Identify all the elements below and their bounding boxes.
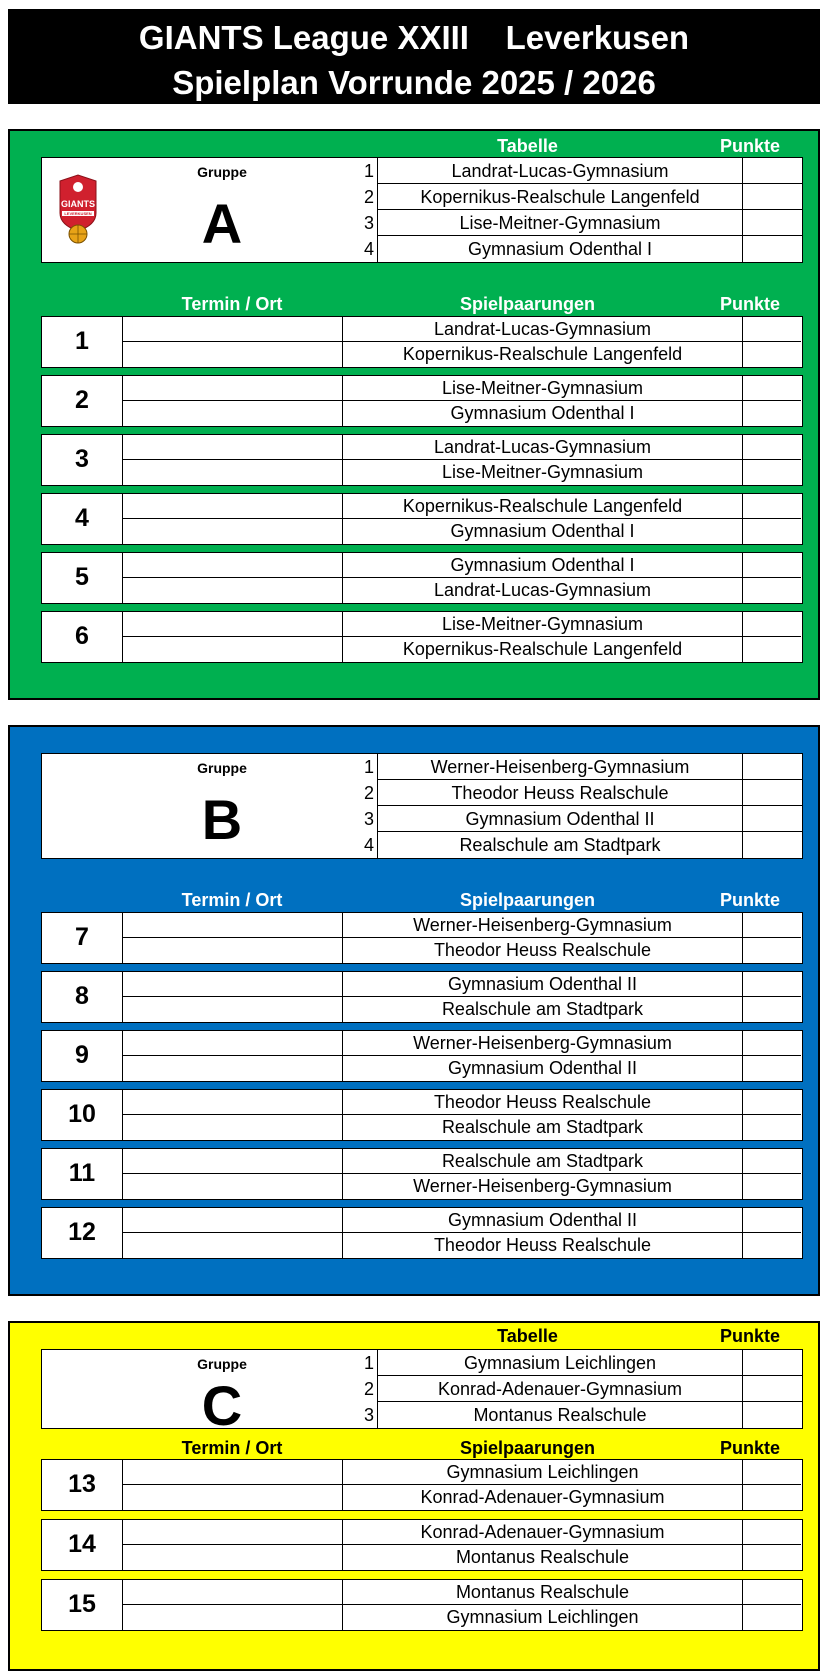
home-team: Gymnasium Odenthal II [342, 972, 742, 997]
match-row [41, 1089, 803, 1141]
away-points-field[interactable] [742, 460, 801, 485]
points-cell [742, 754, 802, 780]
termin-header: Termin / Ort [181, 890, 283, 910]
match-row [41, 552, 803, 604]
team-name: Gymnasium Odenthal II [377, 806, 742, 832]
rank: 1 [363, 161, 374, 181]
match-number: 10 [68, 1100, 96, 1128]
standings-row [42, 1376, 802, 1402]
home-points-field[interactable] [742, 1520, 801, 1545]
standings-table [41, 157, 803, 263]
standings-row [42, 158, 802, 184]
match-row [41, 434, 803, 486]
standings-row [42, 806, 802, 832]
away-points-field[interactable] [742, 342, 801, 367]
match-number: 4 [75, 504, 89, 532]
rank: 2 [363, 1379, 374, 1399]
rank: 4 [363, 239, 374, 259]
match-location-field[interactable] [122, 1545, 342, 1570]
team-name: Gymnasium Odenthal I [377, 236, 742, 262]
match-row [41, 316, 803, 368]
away-points-field[interactable] [742, 578, 801, 603]
points-cell [742, 158, 802, 184]
home-team: Lise-Meitner-Gymnasium [342, 612, 742, 637]
match-date-field[interactable] [122, 1090, 342, 1115]
match-location-field[interactable] [122, 401, 342, 426]
home-points-field[interactable] [742, 435, 801, 460]
home-points-field[interactable] [742, 1460, 801, 1485]
points-cell [742, 1350, 802, 1376]
home-points-field[interactable] [742, 1208, 801, 1233]
standings-table [41, 753, 803, 859]
match-date-field[interactable] [122, 1520, 342, 1545]
away-team: Werner-Heisenberg-Gymnasium [342, 1174, 742, 1199]
group-letter: A [201, 192, 243, 255]
standings-row [42, 184, 802, 210]
away-team: Landrat-Lucas-Gymnasium [342, 578, 742, 603]
away-team: Montanus Realschule [342, 1545, 742, 1570]
home-points-field[interactable] [742, 612, 801, 637]
match-location-field[interactable] [122, 519, 342, 544]
match-date-field[interactable] [122, 913, 342, 938]
match-row [41, 1579, 803, 1631]
punkte-header: Punkte [719, 1438, 780, 1458]
punkte-header: Punkte [719, 890, 780, 910]
match-location-field[interactable] [122, 1485, 342, 1510]
match-row [41, 375, 803, 427]
away-points-field[interactable] [742, 1056, 801, 1081]
standings-row [42, 754, 802, 780]
home-points-field[interactable] [742, 376, 801, 401]
standings-row [42, 780, 802, 806]
match-number: 1 [75, 327, 89, 355]
spielpaarungen-header: Spielpaarungen [459, 1438, 596, 1458]
away-points-field[interactable] [742, 1115, 801, 1140]
team-name: Montanus Realschule [377, 1402, 742, 1428]
away-points-field[interactable] [742, 938, 801, 963]
standings-row [42, 1402, 802, 1428]
match-number: 6 [75, 622, 89, 650]
match-row [41, 1459, 803, 1511]
away-team: Gymnasium Odenthal II [342, 1056, 742, 1081]
away-team: Konrad-Adenauer-Gymnasium [342, 1485, 742, 1510]
points-cell [742, 1402, 802, 1428]
points-cell [742, 236, 802, 262]
points-cell [742, 210, 802, 236]
match-location-field[interactable] [122, 1605, 342, 1630]
points-cell [742, 832, 802, 858]
match-number: 11 [68, 1159, 96, 1187]
standings-table [41, 1349, 803, 1437]
match-row [41, 912, 803, 964]
team-name: Lise-Meitner-Gymnasium [377, 210, 742, 236]
away-points-field[interactable] [742, 519, 801, 544]
home-team: Werner-Heisenberg-Gymnasium [342, 1031, 742, 1056]
home-team: Gymnasium Odenthal II [342, 1208, 742, 1233]
standings-row [42, 236, 802, 262]
match-date-field[interactable] [122, 317, 342, 342]
match-date-field[interactable] [122, 376, 342, 401]
home-team: Landrat-Lucas-Gymnasium [342, 435, 742, 460]
standings-row [42, 1350, 802, 1376]
rank: 3 [363, 213, 374, 233]
home-points-field[interactable] [742, 913, 801, 938]
rank: 1 [363, 757, 374, 777]
match-date-field[interactable] [122, 972, 342, 997]
tabelle-header: Tabelle [497, 136, 558, 156]
match-row [41, 971, 803, 1023]
match-location-field[interactable] [122, 1115, 342, 1140]
spielpaarungen-header: Spielpaarungen [459, 890, 596, 910]
termin-header: Termin / Ort [181, 1438, 283, 1458]
league-title: GIANTS League XXIII Leverkusen [138, 19, 690, 56]
away-team: Gymnasium Odenthal I [342, 401, 742, 426]
match-number: 5 [75, 563, 89, 591]
home-team: Konrad-Adenauer-Gymnasium [342, 1520, 742, 1545]
home-points-field[interactable] [742, 1580, 801, 1605]
match-number: 2 [75, 386, 89, 414]
home-team: Gymnasium Odenthal I [342, 553, 742, 578]
match-location-field[interactable] [122, 1056, 342, 1081]
rank: 2 [363, 187, 374, 207]
team-name: Gymnasium Leichlingen [377, 1350, 742, 1376]
team-name: Landrat-Lucas-Gymnasium [377, 158, 742, 184]
team-name: Konrad-Adenauer-Gymnasium [377, 1376, 742, 1402]
group-b-section [8, 725, 820, 1296]
punkte-header: Punkte [719, 294, 780, 314]
away-team: Realschule am Stadtpark [342, 1115, 742, 1140]
home-points-field[interactable] [742, 972, 801, 997]
home-team: Gymnasium Leichlingen [342, 1460, 742, 1485]
group-letter: C [201, 1374, 243, 1437]
away-points-field[interactable] [742, 1605, 801, 1630]
group-a-section [8, 129, 820, 700]
logo-subtext: LEVERKUSEN [64, 211, 92, 216]
match-row [41, 493, 803, 545]
match-number: 8 [75, 982, 89, 1010]
rank: 2 [363, 783, 374, 803]
home-points-field[interactable] [742, 1090, 801, 1115]
home-points-field[interactable] [742, 317, 801, 342]
home-team: Realschule am Stadtpark [342, 1149, 742, 1174]
away-points-field[interactable] [742, 1485, 801, 1510]
match-date-field[interactable] [122, 494, 342, 519]
points-cell [742, 184, 802, 210]
match-number: 3 [75, 445, 89, 473]
match-date-field[interactable] [122, 553, 342, 578]
group-c-section [8, 1321, 820, 1671]
away-points-field[interactable] [742, 1545, 801, 1570]
match-number: 15 [68, 1590, 96, 1618]
group-label: Gruppe [197, 164, 247, 180]
match-date-field[interactable] [122, 612, 342, 637]
points-cell [742, 780, 802, 806]
home-points-field[interactable] [742, 1031, 801, 1056]
match-date-field[interactable] [122, 435, 342, 460]
match-date-field[interactable] [122, 1460, 342, 1485]
rank: 3 [363, 809, 374, 829]
match-location-field[interactable] [122, 938, 342, 963]
away-team: Theodor Heuss Realschule [342, 1233, 742, 1258]
away-team: Theodor Heuss Realschule [342, 938, 742, 963]
away-team: Gymnasium Odenthal I [342, 519, 742, 544]
team-name: Theodor Heuss Realschule [377, 780, 742, 806]
away-points-field[interactable] [742, 1233, 801, 1258]
match-row [41, 1030, 803, 1082]
away-team: Kopernikus-Realschule Langenfeld [342, 342, 742, 367]
team-name: Werner-Heisenberg-Gymnasium [377, 754, 742, 780]
schedule-title: Spielplan Vorrunde 2025 / 2026 [172, 64, 656, 101]
rank: 4 [363, 835, 374, 855]
match-row [41, 1207, 803, 1259]
match-location-field[interactable] [122, 1174, 342, 1199]
match-number: 7 [75, 923, 89, 951]
points-cell [742, 806, 802, 832]
match-location-field[interactable] [122, 1233, 342, 1258]
away-team: Kopernikus-Realschule Langenfeld [342, 637, 742, 662]
standings-row [42, 210, 802, 236]
match-number: 12 [68, 1218, 96, 1246]
points-cell [742, 1376, 802, 1402]
home-team: Werner-Heisenberg-Gymnasium [342, 913, 742, 938]
team-name: Kopernikus-Realschule Langenfeld [377, 184, 742, 210]
punkte-header: Punkte [719, 1326, 780, 1346]
away-team: Lise-Meitner-Gymnasium [342, 460, 742, 485]
home-team: Kopernikus-Realschule Langenfeld [342, 494, 742, 519]
page-header [8, 9, 820, 104]
punkte-header: Punkte [719, 136, 780, 156]
rank: 1 [363, 1353, 374, 1373]
away-team: Realschule am Stadtpark [342, 997, 742, 1022]
match-row [41, 1519, 803, 1571]
home-points-field[interactable] [742, 1149, 801, 1174]
away-points-field[interactable] [742, 1174, 801, 1199]
match-number: 9 [75, 1041, 89, 1069]
group-label: Gruppe [197, 760, 247, 776]
match-number: 14 [68, 1530, 96, 1558]
match-date-field[interactable] [122, 1031, 342, 1056]
home-team: Landrat-Lucas-Gymnasium [342, 317, 742, 342]
group-label: Gruppe [197, 1356, 247, 1372]
home-team: Montanus Realschule [342, 1580, 742, 1605]
match-date-field[interactable] [122, 1149, 342, 1174]
spielpaarungen-header: Spielpaarungen [459, 294, 596, 314]
tabelle-header: Tabelle [497, 1326, 558, 1346]
match-location-field[interactable] [122, 342, 342, 367]
match-location-field[interactable] [122, 460, 342, 485]
match-location-field[interactable] [122, 637, 342, 662]
logo-text: GIANTS [60, 199, 96, 209]
team-name: Realschule am Stadtpark [377, 832, 742, 858]
home-team: Theodor Heuss Realschule [342, 1090, 742, 1115]
match-location-field[interactable] [122, 997, 342, 1022]
match-row [41, 1148, 803, 1200]
match-number: 13 [68, 1470, 96, 1498]
away-points-field[interactable] [742, 637, 801, 662]
away-points-field[interactable] [742, 997, 801, 1022]
match-date-field[interactable] [122, 1208, 342, 1233]
group-letter: B [201, 788, 243, 851]
standings-row [42, 832, 802, 858]
rank: 3 [363, 1405, 374, 1425]
match-date-field[interactable] [122, 1580, 342, 1605]
home-points-field[interactable] [742, 494, 801, 519]
match-location-field[interactable] [122, 578, 342, 603]
match-row [41, 611, 803, 663]
home-team: Lise-Meitner-Gymnasium [342, 376, 742, 401]
home-points-field[interactable] [742, 553, 801, 578]
away-points-field[interactable] [742, 401, 801, 426]
termin-header: Termin / Ort [181, 294, 283, 314]
away-team: Gymnasium Leichlingen [342, 1605, 742, 1630]
